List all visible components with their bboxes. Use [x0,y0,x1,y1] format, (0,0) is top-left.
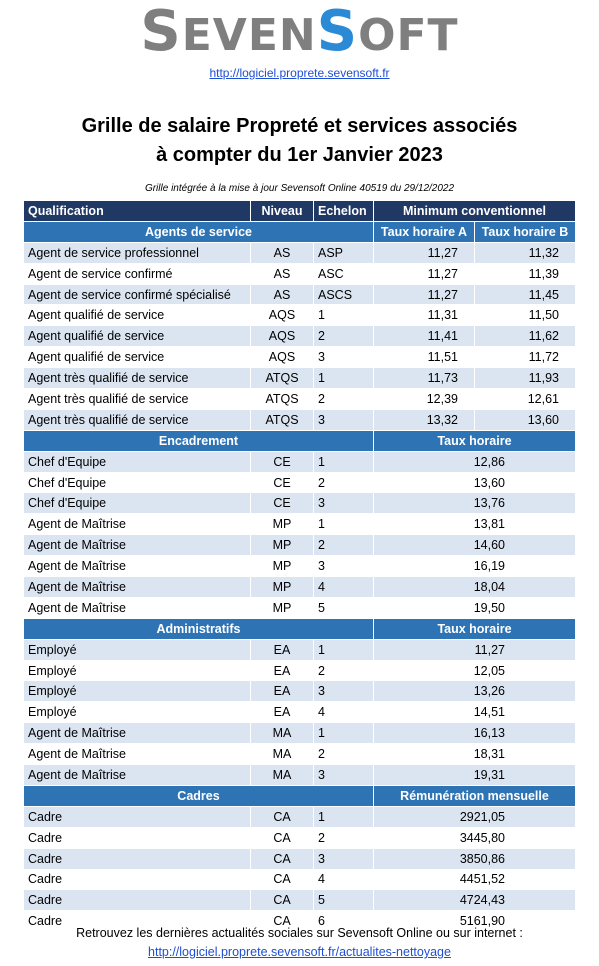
section-name: Agents de service [24,221,374,242]
qualification-cell: Cadre [24,869,251,890]
echelon-cell: 5 [314,597,374,618]
qualification-cell: Agent de Maîtrise [24,535,251,556]
echelon-cell: 1 [314,305,374,326]
qualification-cell: Cadre [24,911,251,932]
echelon-cell: 1 [314,451,374,472]
value-cell: 14,51 [374,702,576,723]
echelon-cell: 3 [314,681,374,702]
niveau-cell: CE [251,451,314,472]
qualification-cell: Agent de Maîtrise [24,556,251,577]
table-body [24,221,576,931]
rate-b-cell: 11,45 [475,284,576,305]
qualification-cell: Agent de service professionnel [24,242,251,263]
echelon-cell: 3 [314,493,374,514]
niveau-cell: MP [251,597,314,618]
echelon-cell: 1 [314,806,374,827]
niveau-cell: MP [251,556,314,577]
qualification-cell: Agent qualifié de service [24,305,251,326]
echelon-cell: 6 [314,911,374,932]
value-cell: 13,60 [374,472,576,493]
qualification-cell: Agent de service confirmé [24,263,251,284]
niveau-cell: AS [251,284,314,305]
col-header-echelon: Echelon [314,201,374,222]
qualification-cell: Agent de Maîtrise [24,744,251,765]
value-header: Taux horaire [374,618,576,639]
qualification-cell: Employé [24,702,251,723]
rate-b-cell: 11,32 [475,242,576,263]
website-link[interactable]: http://logiciel.proprete.sevensoft.fr [209,66,390,80]
value-cell: 3850,86 [374,848,576,869]
footer [0,924,599,962]
table-row [24,242,576,263]
value-cell: 13,26 [374,681,576,702]
echelon-cell: 2 [314,326,374,347]
table-row [24,284,576,305]
table-row [24,451,576,472]
niveau-cell: AS [251,242,314,263]
niveau-cell: CA [251,869,314,890]
echelon-cell: 1 [314,514,374,535]
qualification-cell: Agent de Maîtrise [24,514,251,535]
value-cell: 4724,43 [374,890,576,911]
rate-a-cell: 12,39 [374,389,475,410]
table-row [24,409,576,430]
qualification-cell: Agent très qualifié de service [24,409,251,430]
echelon-cell: 2 [314,472,374,493]
value-cell: 18,31 [374,744,576,765]
qualification-cell: Agent qualifié de service [24,347,251,368]
niveau-cell: AQS [251,326,314,347]
col-header-minimum: Minimum conventionnel [374,201,576,222]
echelon-cell: 3 [314,848,374,869]
section-header-row [24,221,576,242]
echelon-cell: 4 [314,577,374,598]
value-cell: 4451,52 [374,869,576,890]
sevensoft-logo: SEVENSOFT [140,0,459,64]
update-note: Grille intégrée à la mise à jour Sevensoft Online 40519 du 29/12/2022 [144,183,455,194]
section-name: Encadrement [24,430,374,451]
niveau-cell: CA [251,848,314,869]
rate-a-cell: 11,41 [374,326,475,347]
niveau-cell: CE [251,493,314,514]
value-cell: 5161,90 [374,911,576,932]
salary-grid-table [23,200,576,932]
table-row [24,368,576,389]
value-cell: 13,81 [374,514,576,535]
qualification-cell: Chef d'Equipe [24,493,251,514]
value-cell: 16,13 [374,723,576,744]
rate-b-cell: 11,93 [475,368,576,389]
value-header: Rémunération mensuelle [374,785,576,806]
qualification-cell: Employé [24,639,251,660]
rate-b-cell: 12,61 [475,389,576,410]
qualification-cell: Agent de Maîtrise [24,765,251,786]
page-title [0,112,599,170]
value-cell: 12,05 [374,660,576,681]
table-row [24,639,576,660]
table-row [24,514,576,535]
echelon-cell: 1 [314,639,374,660]
niveau-cell: EA [251,639,314,660]
rate-a-cell: 13,32 [374,409,475,430]
table-row [24,765,576,786]
section-header-row [24,785,576,806]
qualification-cell: Chef d'Equipe [24,472,251,493]
table-row [24,493,576,514]
rate-b-cell: 11,62 [475,326,576,347]
niveau-cell: CA [251,890,314,911]
qualification-cell: Employé [24,660,251,681]
niveau-cell: AQS [251,305,314,326]
rate-a-cell: 11,27 [374,263,475,284]
niveau-cell: CA [251,827,314,848]
table-row [24,556,576,577]
footer-text: Retrouvez les dernières actualités sociales sur Sevensoft Online ou sur internet : [76,926,523,940]
niveau-cell: CE [251,472,314,493]
value-cell: 16,19 [374,556,576,577]
qualification-cell: Agent qualifié de service [24,326,251,347]
title-line-2: à compter du 1er Janvier 2023 [156,144,443,166]
qualification-cell: Cadre [24,806,251,827]
table-row [24,263,576,284]
col-header-niveau: Niveau [251,201,314,222]
rate-a-cell: 11,31 [374,305,475,326]
niveau-cell: CA [251,806,314,827]
table-row [24,744,576,765]
niveau-cell: EA [251,681,314,702]
echelon-cell: 3 [314,765,374,786]
qualification-cell: Cadre [24,848,251,869]
niveau-cell: AQS [251,347,314,368]
niveau-cell: MP [251,535,314,556]
table-row [24,681,576,702]
qualification-cell: Agent très qualifié de service [24,368,251,389]
table-row [24,472,576,493]
echelon-cell: 4 [314,702,374,723]
rate-a-cell: 11,73 [374,368,475,389]
rate-a-cell: 11,51 [374,347,475,368]
qualification-cell: Agent de Maîtrise [24,723,251,744]
niveau-cell: ATQS [251,389,314,410]
section-name: Administratifs [24,618,374,639]
echelon-cell: ASC [314,263,374,284]
rate-a-cell: 11,27 [374,242,475,263]
niveau-cell: MA [251,744,314,765]
table-row [24,827,576,848]
echelon-cell: 2 [314,389,374,410]
qualification-cell: Agent très qualifié de service [24,389,251,410]
niveau-cell: MP [251,577,314,598]
table-row [24,806,576,827]
echelon-cell: 3 [314,347,374,368]
value-cell: 2921,05 [374,806,576,827]
rate-b-cell: 11,39 [475,263,576,284]
rate-a-cell: 11,27 [374,284,475,305]
rate-a-header: Taux horaire A [374,221,475,242]
value-header: Taux horaire [374,430,576,451]
table-row [24,723,576,744]
section-name: Cadres [24,785,374,806]
echelon-cell: 2 [314,535,374,556]
niveau-cell: MP [251,514,314,535]
niveau-cell: CA [251,911,314,932]
qualification-cell: Chef d'Equipe [24,451,251,472]
niveau-cell: MA [251,723,314,744]
echelon-cell: 3 [314,556,374,577]
niveau-cell: EA [251,660,314,681]
table-header-row [24,201,576,222]
table-row [24,848,576,869]
rate-b-cell: 11,72 [475,347,576,368]
title-line-1: Grille de salaire Propreté et services associés [81,115,518,137]
table-row [24,869,576,890]
table-row [24,577,576,598]
qualification-cell: Agent de Maîtrise [24,597,251,618]
table-row [24,305,576,326]
section-header-row [24,618,576,639]
echelon-cell: 5 [314,890,374,911]
qualification-cell: Agent de service confirmé spécialisé [24,284,251,305]
niveau-cell: ATQS [251,409,314,430]
rate-b-header: Taux horaire B [475,221,576,242]
echelon-cell: 1 [314,368,374,389]
echelon-cell: ASP [314,242,374,263]
echelon-cell: 2 [314,827,374,848]
qualification-cell: Agent de Maîtrise [24,577,251,598]
niveau-cell: EA [251,702,314,723]
value-cell: 19,31 [374,765,576,786]
footer-link[interactable]: http://logiciel.proprete.sevensoft.fr/actualites-nettoyage [148,945,451,959]
echelon-cell: 2 [314,744,374,765]
table-row [24,347,576,368]
col-header-qualification: Qualification [24,201,251,222]
niveau-cell: AS [251,263,314,284]
value-cell: 18,04 [374,577,576,598]
table-row [24,597,576,618]
table-row [24,702,576,723]
qualification-cell: Cadre [24,890,251,911]
niveau-cell: MA [251,765,314,786]
value-cell: 12,86 [374,451,576,472]
value-cell: 14,60 [374,535,576,556]
value-cell: 19,50 [374,597,576,618]
echelon-cell: 1 [314,723,374,744]
table-row [24,389,576,410]
table-row [24,890,576,911]
echelon-cell: 4 [314,869,374,890]
rate-b-cell: 11,50 [475,305,576,326]
section-header-row [24,430,576,451]
echelon-cell: ASCS [314,284,374,305]
value-cell: 3445,80 [374,827,576,848]
qualification-cell: Employé [24,681,251,702]
table-row [24,660,576,681]
table-row [24,326,576,347]
echelon-cell: 3 [314,409,374,430]
table-row [24,535,576,556]
value-cell: 13,76 [374,493,576,514]
qualification-cell: Cadre [24,827,251,848]
value-cell: 11,27 [374,639,576,660]
rate-b-cell: 13,60 [475,409,576,430]
echelon-cell: 2 [314,660,374,681]
niveau-cell: ATQS [251,368,314,389]
